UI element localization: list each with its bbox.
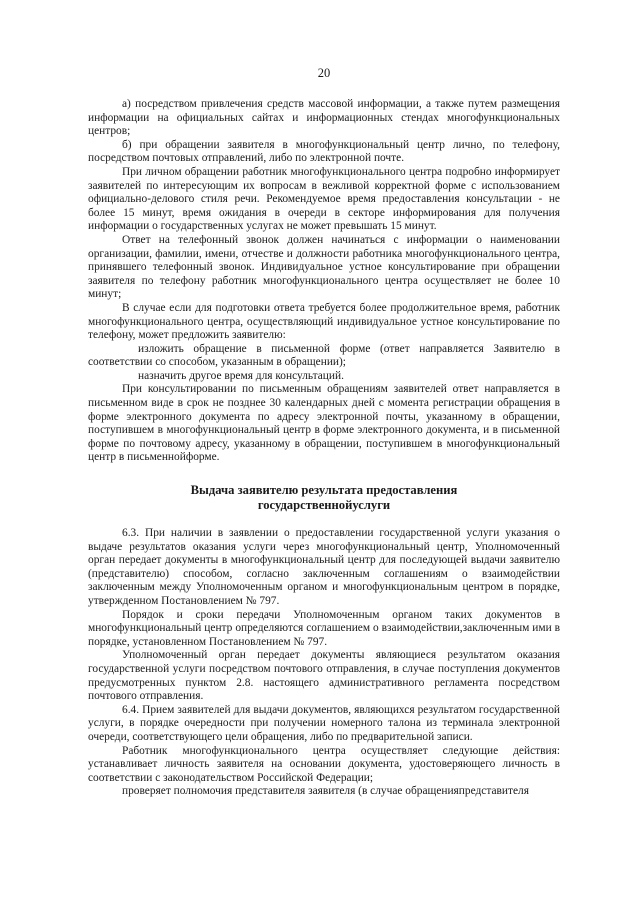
section-heading-line-2: государственнойуслуги <box>257 498 391 513</box>
paragraph-written-requests: При консультировании по письменным обращениям заявителей ответ направляется в письменном виде в срок не позднее 30 календарных дней с момента регистрации обращения в форме электронного документа по адресу электронной почты, указанному в обращении, поступившем в многофункциональный центр в форме электронного документа, и в письменной форме по почтовому адресу, указанному в обращении, поступившем в многофункциональный центр в письменнойформе. <box>88 383 560 464</box>
paragraph-other-time: назначить другое время для консультаций. <box>138 369 344 382</box>
section-heading-line-1: Выдача заявителю результата предоставления <box>190 483 458 498</box>
paragraph-worker-actions: Работник многофункционального центра осуществляет следующие действия: устанавливает личность заявителя на основании документа, удостоверяющего личность в соответствии с законодательством Российской Федерации; <box>88 744 560 784</box>
paragraph-6-4: 6.4. Прием заявителей для выдачи документов, являющихся результатом государственной услуги, в порядке очередности при получении номерного талона из терминала электронной очереди, соответствующего цели обращения, либо по предварительной записи. <box>88 703 560 743</box>
paragraph-longer-time: В случае если для подготовки ответа требуется более продолжительное время, работник многофункционального центра, осуществляющий индивидуальное устное консультирование по телефону, может предложить заявителю: <box>88 301 560 342</box>
paragraph-written-form: изложить обращение в письменной форме (ответ направляется Заявителю в соответствии со способом, указанным в обращении); <box>88 342 560 369</box>
section-heading <box>88 483 560 513</box>
paragraph-personal-visit: При личном обращении работник многофункционального центра подробно информирует заявителей по интересующим их вопросам в вежливой корректной форме с использованием официально-делового стиля речи. Рекомендуемое время предоставления консультации - не более 15 минут, время ожидания в очереди в секторе информирования для получения информации о государственных услугах не может превышать 15 минут. <box>88 165 560 233</box>
paragraph-b: б) при обращении заявителя в многофункциональный центр лично, по телефону, посредством почтовых отправлений, либо по электронной почте. <box>88 138 560 165</box>
paragraph-transfer-procedure: Порядок и сроки передачи Уполномоченным органом таких документов в многофункциональный центр определяются соглашением о взаимодействии,заключенным ими в порядке, установленном Постановлением № 797. <box>88 608 560 648</box>
page-number: 20 <box>317 66 331 80</box>
paragraph-postal-delivery: Уполномоченный орган передает документы являющиеся результатом оказания государственной услуги посредством почтового отправления, в случае поступления документов предусмотренных пунктом 2.8. настоящего административного регламента посредством почтового отправления. <box>88 649 560 703</box>
paragraph-a: а) посредством привлечения средств массовой информации, а также путем размещения информации на официальных сайтах и информационных стендах многофункциональных центров; <box>88 98 560 138</box>
paragraph-6-3: 6.3. При наличии в заявлении о предоставлении государственной услуги указания о выдаче результатов оказания услуги через многофункциональный центр, Уполномоченный орган передает документы в многофункциональный центр для последующей выдачи заявителю (представителю) способом, согласно заключенным соглашениям о взаимодействии заключенным между Уполномоченным органом и многофункциональным центром в порядке, утвержденном Постановлением № 797. <box>88 527 560 607</box>
paragraph-check-authority: проверяет полномочия представителя заявителя (в случае обращенияпредставителя <box>122 785 529 798</box>
paragraph-phone-answer: Ответ на телефонный звонок должен начинаться с информации о наименовании организации, фамилии, имени, отчестве и должности работника многофункционального центра, принявшего телефонный звонок. Индивидуальное устное консультирование при обращении заявителя по телефону работник многофункционального центра осуществляет не более 10 минут; <box>88 233 560 301</box>
